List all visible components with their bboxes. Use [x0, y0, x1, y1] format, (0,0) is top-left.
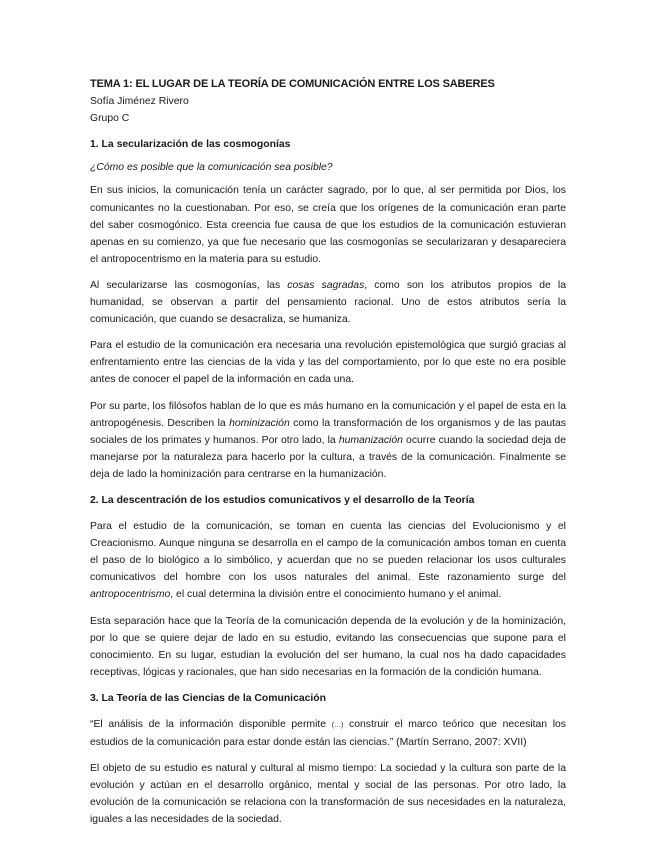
section-2-paragraph-2: Esta separación hace que la Teoría de la comunicación dependa de la evolución y de la hominización, por lo que se quiere dejar de lado en su estudio, evitando las consecuencias que supone para el conocimiento. En su lugar, estudian la evolución del ser humano, la cual nos ha dado capacidades receptivas, lógicas y racionales, que han sido necesarias en la formación de la condición humana.: [90, 615, 566, 678]
document-page: [90, 76, 566, 829]
section-3-quote: “El análisis de la información disponible permite (…) construir el marco teórico que necesitan los estudios de la comunicación para estar donde están las ciencias.” (Martín Serrano, 2007: XVII): [90, 719, 567, 749]
group-label: Grupo C: [90, 113, 130, 125]
section-3-paragraph-1: El objeto de su estudio es natural y cultural al mismo tiempo: La sociedad y la cultura son parte de la evolución y actúan en el desarrollo orgánico, mental y social de las personas. Por otro lado, la evolución de la comunicación se relaciona con la transformación de sus necesidades en la naturaleza, iguales a las necesidades de la sociedad.: [90, 763, 566, 826]
quote-ellipsis: (…): [331, 722, 344, 729]
section-3-heading: 3. La Teoría de las Ciencias de la Comunicación: [90, 692, 326, 704]
section-1-paragraph-4: Por su parte, los filósofos hablan de lo que es más humano en la comunicación y el papel de esta en la antropogénesis. Describen la hominización como la transformación de los organismos y de las pautas sociales de los primates y humanos. Por otro lado, la humanización ocurre cuando la sociedad deja de manejarse por la naturaleza para hacerlo por la cultura, a través de la comunicación. Finalmente se deja de lado la hominización para centrarse en la humanización.: [90, 400, 567, 480]
emphasis-humanizacion: humanización: [338, 434, 403, 446]
emphasis-hominizacion: hominización: [229, 417, 290, 429]
section-2-heading: 2. La descentración de los estudios comunicativos y el desarrollo de la Teoría: [90, 494, 475, 506]
author-name: Sofía Jiménez Rivero: [90, 96, 189, 108]
emphasis-cosas-sagradas: cosas sagradas: [287, 279, 365, 291]
emphasis-antropocentrismo: antropocentrismo: [90, 589, 171, 601]
section-2-paragraph-1: Para el estudio de la comunicación, se toman en cuenta las ciencias del Evolucionismo y el Creacionismo. Aunque ninguna se desarrolla en el campo de la comunicación ambos toman en cuenta el paso de lo biológico a lo simbólico, y acuerdan que no se pueden relacionar los usos culturales comunicativos del hombre con los usos naturales del animal. Este razonamiento surge del antropocentrismo, el cual determina la división entre el conocimiento humano y el animal.: [90, 521, 566, 601]
section-1-paragraph-1: En sus inicios, la comunicación tenía un carácter sagrado, por lo que, al ser permitida por Dios, los comunicantes no la cuestionaban. Por eso, se creía que los orígenes de la comunicación eran parte del saber cosmogónico. Esta creencia fue causa de que los estudios de la comunicación estuvieran apenas en su comienzo, ya que fue necesario que las cosmogonías se secularizaran y desapareciera el antropocentrismo en la materia para su estudio.: [90, 185, 566, 265]
section-1-paragraph-2: Al secularizarse las cosmogonías, las cosas sagradas, como son los atributos propios de la humanidad, se observan a partir del pensamiento racional. Uno de estos atributos sería la comunicación, que cuando se desacraliza, se humaniza.: [90, 279, 567, 326]
section-1-heading: 1. La secularización de las cosmogonías: [90, 139, 291, 151]
section-1-question: ¿Cómo es posible que la comunicación sea posible?: [90, 162, 333, 174]
section-1-paragraph-3: Para el estudio de la comunicación era necesaria una revolución epistemológica que surgió gracias al enfrentamiento entre las ciencias de la vida y las del comportamiento, por lo que este no era posible antes de conocer el papel de la información en cada una.: [90, 340, 566, 386]
document-title: TEMA 1: EL LUGAR DE LA TEORÍA DE COMUNICACIÓN ENTRE LOS SABERES: [90, 78, 495, 90]
